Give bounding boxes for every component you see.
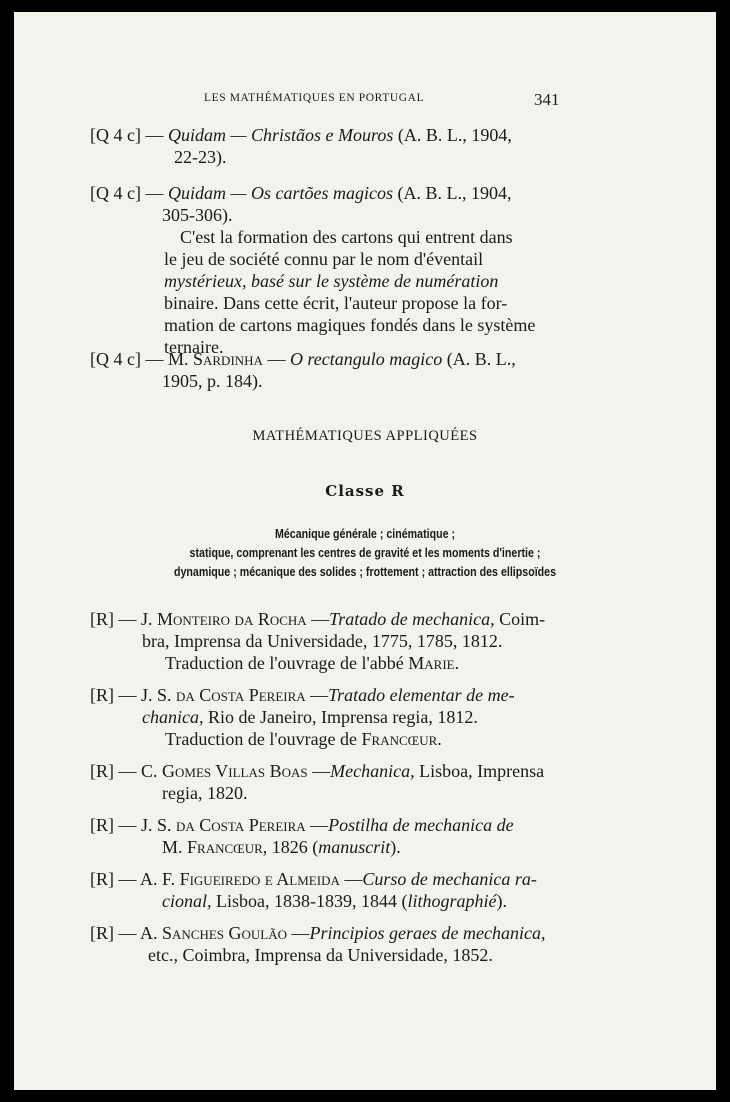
running-title: LES MATHÉMATIQUES EN PORTUGAL xyxy=(204,92,425,104)
entry-text: ). xyxy=(390,837,401,857)
entry-continuation: etc., Coimbra, Imprensa da Universidade, 1852. xyxy=(148,945,493,965)
bibliography-entry: [R] — A. Sanches Goulão —Principios geraes de mechanica, etc., Coimbra, Imprensa da Universidade, 1852. xyxy=(90,923,546,965)
entry-continuation: regia, 1820. xyxy=(162,783,248,803)
entry-work: Principios geraes de mechanica, xyxy=(309,923,546,943)
entry-ref: [R] — J. S. xyxy=(90,815,172,835)
book-page xyxy=(14,12,716,1090)
section-heading: MATHÉMATIQUES APPLIQUÉES xyxy=(252,428,478,444)
entry-text: ). xyxy=(496,891,507,911)
entry-continuation: bra, Imprensa da Universidade, 1775, 1785, 1812. xyxy=(142,631,503,651)
note-name: Marie. xyxy=(408,653,460,673)
entry-rest: Lisboa, Imprensa xyxy=(414,761,545,781)
entry-author: Sardinha xyxy=(192,349,263,369)
subject-line: statique, comprenant les centres de gravité et les moments d'inertie ; xyxy=(189,545,541,560)
entry-work-cont: chanica, xyxy=(142,707,204,727)
entry-work: Mechanica, xyxy=(330,761,415,781)
entry-author: Figueiredo e Almeida xyxy=(179,869,340,889)
entry-text: 1826 ( xyxy=(267,837,319,857)
entry-text: Lisboa, 1838-1839, 1844 ( xyxy=(211,891,408,911)
note-line: binaire. Dans cette écrit, l'auteur propose la for- xyxy=(164,293,508,313)
entry-author: Sanches Goulão xyxy=(162,923,288,943)
entry-author: Quidam — xyxy=(167,183,247,203)
note-text: Traduction de l'ouvrage de xyxy=(165,729,362,749)
entry-pub: (A. B. L., 1904, xyxy=(393,183,512,203)
entry-italic: lithographié xyxy=(407,891,497,911)
entry-ref: [R] — A. F. xyxy=(90,869,176,889)
entry-author: da Costa Pereira xyxy=(176,685,306,705)
entry-note xyxy=(90,226,535,358)
note-line: mation de cartons magiques fondés dans le système xyxy=(164,315,536,335)
bibliography-entry: [R] — J. Monteiro da Rocha —Tratado de mechanica, Coim- bra, Imprensa da Universidade, 1775, 1785, 1812. Traduction de l'ouvrage de l'abbé Marie. xyxy=(90,609,546,673)
note-name: Francœur. xyxy=(361,729,442,749)
entry-work: Christãos e Mouros xyxy=(251,125,394,145)
entry-pub: (A. B. L., xyxy=(442,349,516,369)
entry-ref: [Q 4 c] — xyxy=(90,183,164,203)
bibliography-entry: [R] — A. F. Figueiredo e Almeida —Curso de mechanica ra- cional, Lisboa, 1838-1839, 1844 (lithographié). xyxy=(90,869,537,911)
entry-work: Postilha de mechanica de xyxy=(328,815,514,835)
subject-line: dynamique ; mécanique des solides ; frottement ; attraction des ellipsoïdes xyxy=(173,564,557,579)
entry-ref: [R] — A. xyxy=(90,923,158,943)
entry-continuation: 305-306). xyxy=(162,205,233,225)
classe-heading: Classe R xyxy=(325,482,405,500)
bibliography-entry: [Q 4 c] — M. Sardinha — O rectangulo magico (A. B. L., 1905, p. 184). xyxy=(90,349,516,391)
entry-name: Francœur, xyxy=(187,837,268,857)
entry-author: Gomes Villas Boas xyxy=(162,761,308,781)
entry-continuation: 1905, p. 184). xyxy=(162,371,263,391)
note-line: C'est la formation des cartons qui entrent dans xyxy=(180,227,513,247)
entry-work: Tratado de mechanica, xyxy=(329,609,495,629)
entry-work: Curso de mechanica ra- xyxy=(362,869,537,889)
entry-ref: [R] — J. S. xyxy=(90,685,172,705)
bibliography-entry: [R] — J. S. da Costa Pereira —Tratado elementar de me- chanica, Rio de Janeiro, Imprensa regia, 1812. Traduction de l'ouvrage de Francœur. xyxy=(90,685,515,749)
entry-work-cont: cional, xyxy=(162,891,212,911)
entry-rest: Coim- xyxy=(494,609,546,629)
note-line: le jeu de société connu par le nom d'éventail xyxy=(164,249,484,269)
note-text: Traduction de l'ouvrage de l'abbé xyxy=(165,653,409,673)
subject-line: Mécanique générale ; cinématique ; xyxy=(274,526,456,541)
entry-note xyxy=(90,652,545,674)
entry-ref: [Q 4 c] — xyxy=(90,125,164,145)
entry-author: da Costa Pereira xyxy=(176,815,306,835)
bibliography-entry xyxy=(90,124,512,168)
entry-note xyxy=(90,728,515,750)
entry-rest: Rio de Janeiro, Imprensa regia, 1812. xyxy=(203,707,478,727)
entry-ref: [R] — J. xyxy=(90,609,153,629)
entry-work: Os cartões magicos xyxy=(251,183,393,203)
entry-italic: manuscrit xyxy=(318,837,391,857)
entry-author: Quidam — xyxy=(167,125,247,145)
running-header xyxy=(14,90,716,114)
note-line: ternaire. xyxy=(164,337,224,357)
bibliography-entry: [R] — C. Gomes Villas Boas —Mechanica, Lisboa, Imprensa regia, 1820. xyxy=(90,761,545,803)
entry-work: O rectangulo magico xyxy=(289,349,443,369)
entry-pub: (A. B. L., 1904, xyxy=(393,125,512,145)
entry-continuation: 22-23). xyxy=(174,147,227,167)
entry-text: M. xyxy=(162,837,188,857)
page-number: 341 xyxy=(534,90,560,109)
entry-author: Monteiro da Rocha xyxy=(157,609,307,629)
entry-ref: [Q 4 c] — M. xyxy=(90,349,189,369)
bibliography-entry xyxy=(90,182,535,358)
bibliography-entry: [R] — J. S. da Costa Pereira —Postilha de mechanica de M. Francœur, 1826 (manuscrit). xyxy=(90,815,514,857)
entry-work: Tratado elementar de me- xyxy=(328,685,515,705)
subject-block xyxy=(14,524,716,581)
entry-ref: [R] — C. xyxy=(90,761,158,781)
note-line: mystérieux, basé sur le système de numération xyxy=(164,271,499,291)
